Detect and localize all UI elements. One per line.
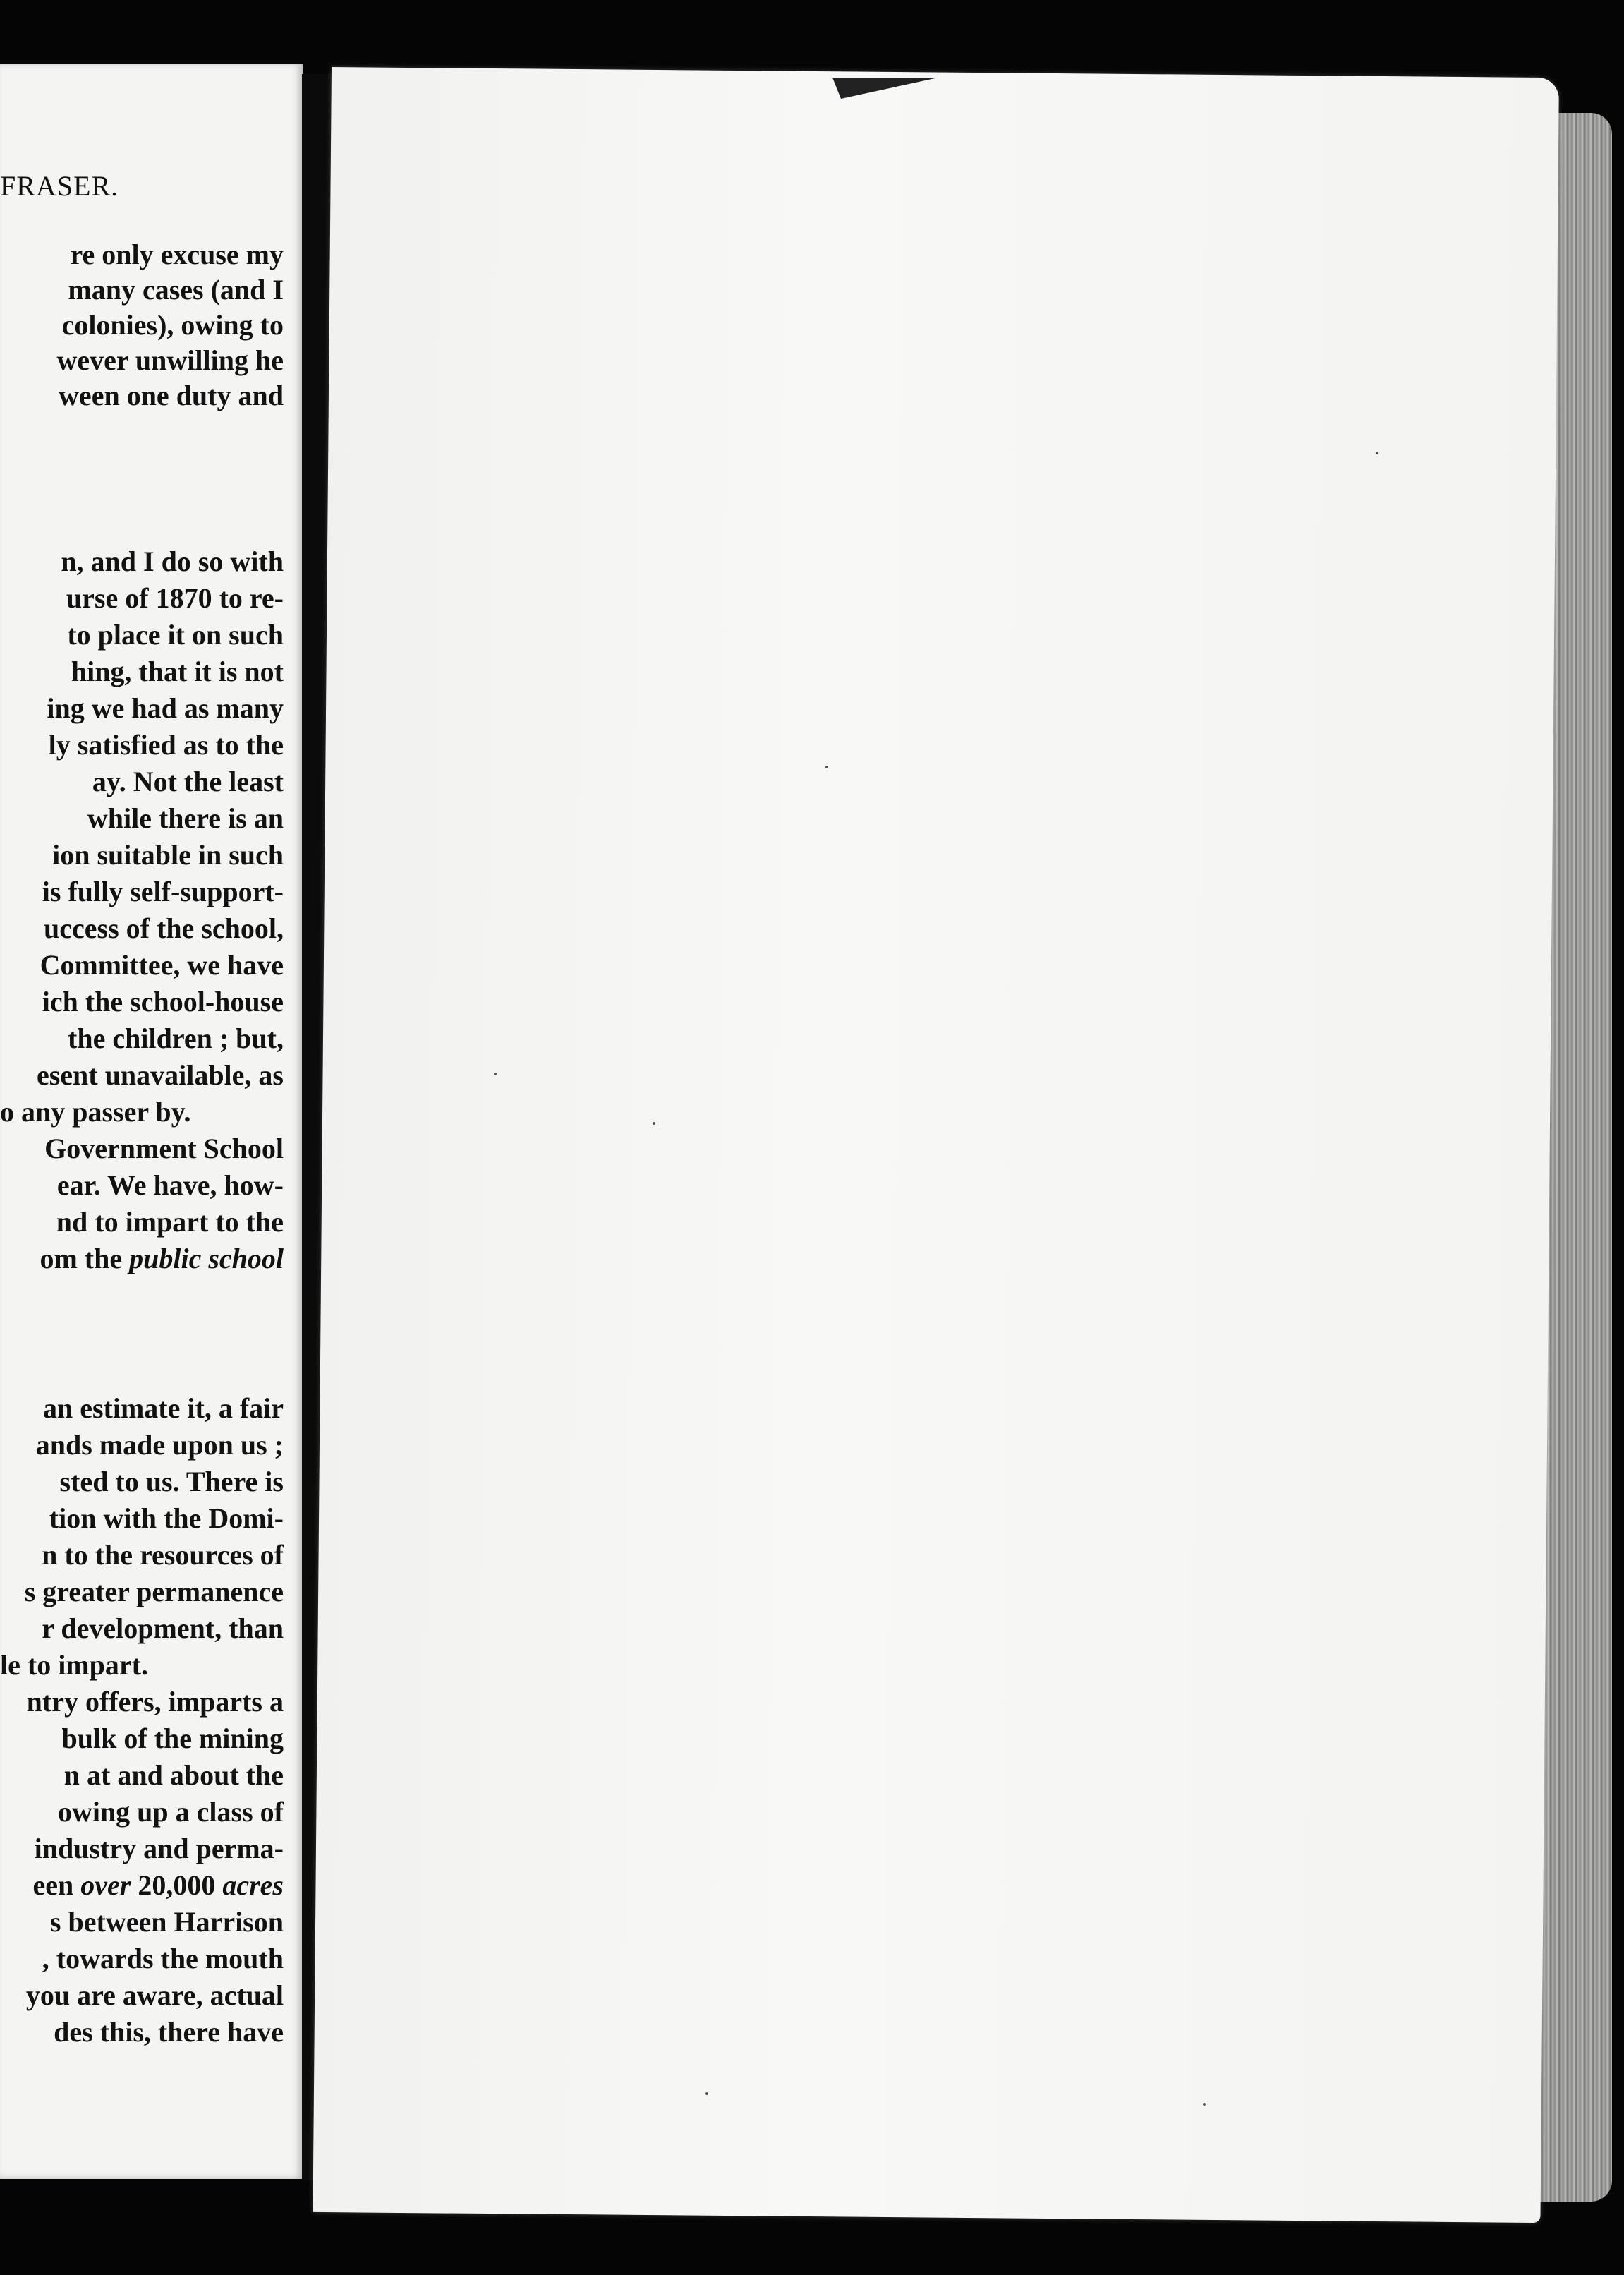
italic-text: acres bbox=[222, 1869, 284, 1901]
text-line: Committee, we have bbox=[40, 949, 284, 981]
text-line: while there is an bbox=[87, 802, 284, 834]
text-line: esent unavailable, as bbox=[36, 1059, 284, 1091]
text-line: ntry offers, imparts a bbox=[26, 1686, 284, 1718]
text-line: ands made upon us ; bbox=[35, 1429, 284, 1461]
text-line: n to the resources of bbox=[42, 1539, 284, 1571]
text-line: to place it on such bbox=[67, 619, 284, 651]
italic-text: over bbox=[80, 1869, 131, 1901]
text-line: ion suitable in such bbox=[52, 839, 284, 871]
text-line bbox=[40, 1241, 284, 1277]
speck bbox=[494, 1073, 497, 1075]
text-line: tion with the Domi- bbox=[49, 1502, 284, 1534]
text-line: s between Harrison bbox=[49, 1906, 284, 1938]
text-line: bulk of the mining bbox=[61, 1722, 284, 1754]
speck bbox=[1376, 452, 1378, 454]
text-line: n, and I do so with bbox=[61, 545, 284, 577]
text-line: urse of 1870 to re- bbox=[66, 582, 284, 614]
text-line: hing, that it is not bbox=[71, 656, 284, 687]
running-head: FRASER. bbox=[0, 170, 119, 202]
text-line: r development, than bbox=[42, 1612, 284, 1644]
speck bbox=[1203, 2103, 1206, 2106]
text-line bbox=[33, 1867, 284, 1904]
speck bbox=[653, 1122, 655, 1125]
text-line: owing up a class of bbox=[57, 1796, 284, 1828]
text-line: n at and about the bbox=[63, 1759, 284, 1791]
text-fragment: om the bbox=[40, 1243, 130, 1274]
text-line: you are aware, actual bbox=[25, 1979, 284, 2011]
right-page-blank bbox=[313, 67, 1558, 2223]
text-line: many cases (and I bbox=[68, 274, 284, 306]
text-line: ly satisfied as to the bbox=[48, 729, 284, 761]
text-line: le to impart. bbox=[0, 1649, 148, 1681]
text-line: the children ; but, bbox=[68, 1022, 284, 1054]
speck bbox=[825, 766, 828, 768]
italic-text: public school bbox=[129, 1243, 284, 1274]
text-line: is fully self-support- bbox=[42, 876, 284, 907]
text-line: an estimate it, a fair bbox=[42, 1392, 284, 1424]
text-line: uccess of the school, bbox=[44, 912, 284, 944]
text-line: wever unwilling he bbox=[56, 344, 284, 376]
text-line: industry and perma- bbox=[34, 1833, 284, 1864]
text-line: sted to us. There is bbox=[59, 1466, 284, 1497]
text-line: ear. We have, how- bbox=[56, 1169, 284, 1201]
text-line: Government School bbox=[44, 1133, 284, 1164]
text-line: re only excuse my bbox=[70, 239, 284, 270]
text-line: colonies), owing to bbox=[61, 309, 284, 341]
text-line: s greater permanence bbox=[24, 1576, 284, 1607]
speck bbox=[705, 2092, 708, 2095]
text-line: ich the school-house bbox=[42, 986, 284, 1018]
text-line: o any passer by. bbox=[0, 1096, 191, 1128]
text-fragment: een bbox=[32, 1869, 81, 1901]
text-line: nd to impart to the bbox=[56, 1206, 284, 1238]
left-page bbox=[0, 64, 303, 2179]
text-line: ing we had as many bbox=[47, 692, 284, 724]
text-line: ween one duty and bbox=[59, 380, 284, 411]
text-line: ay. Not the least bbox=[92, 766, 284, 797]
text-line: , towards the mouth bbox=[42, 1943, 284, 1974]
text-line: des this, there have bbox=[54, 2016, 284, 2048]
text-fragment: 20,000 bbox=[131, 1869, 223, 1901]
